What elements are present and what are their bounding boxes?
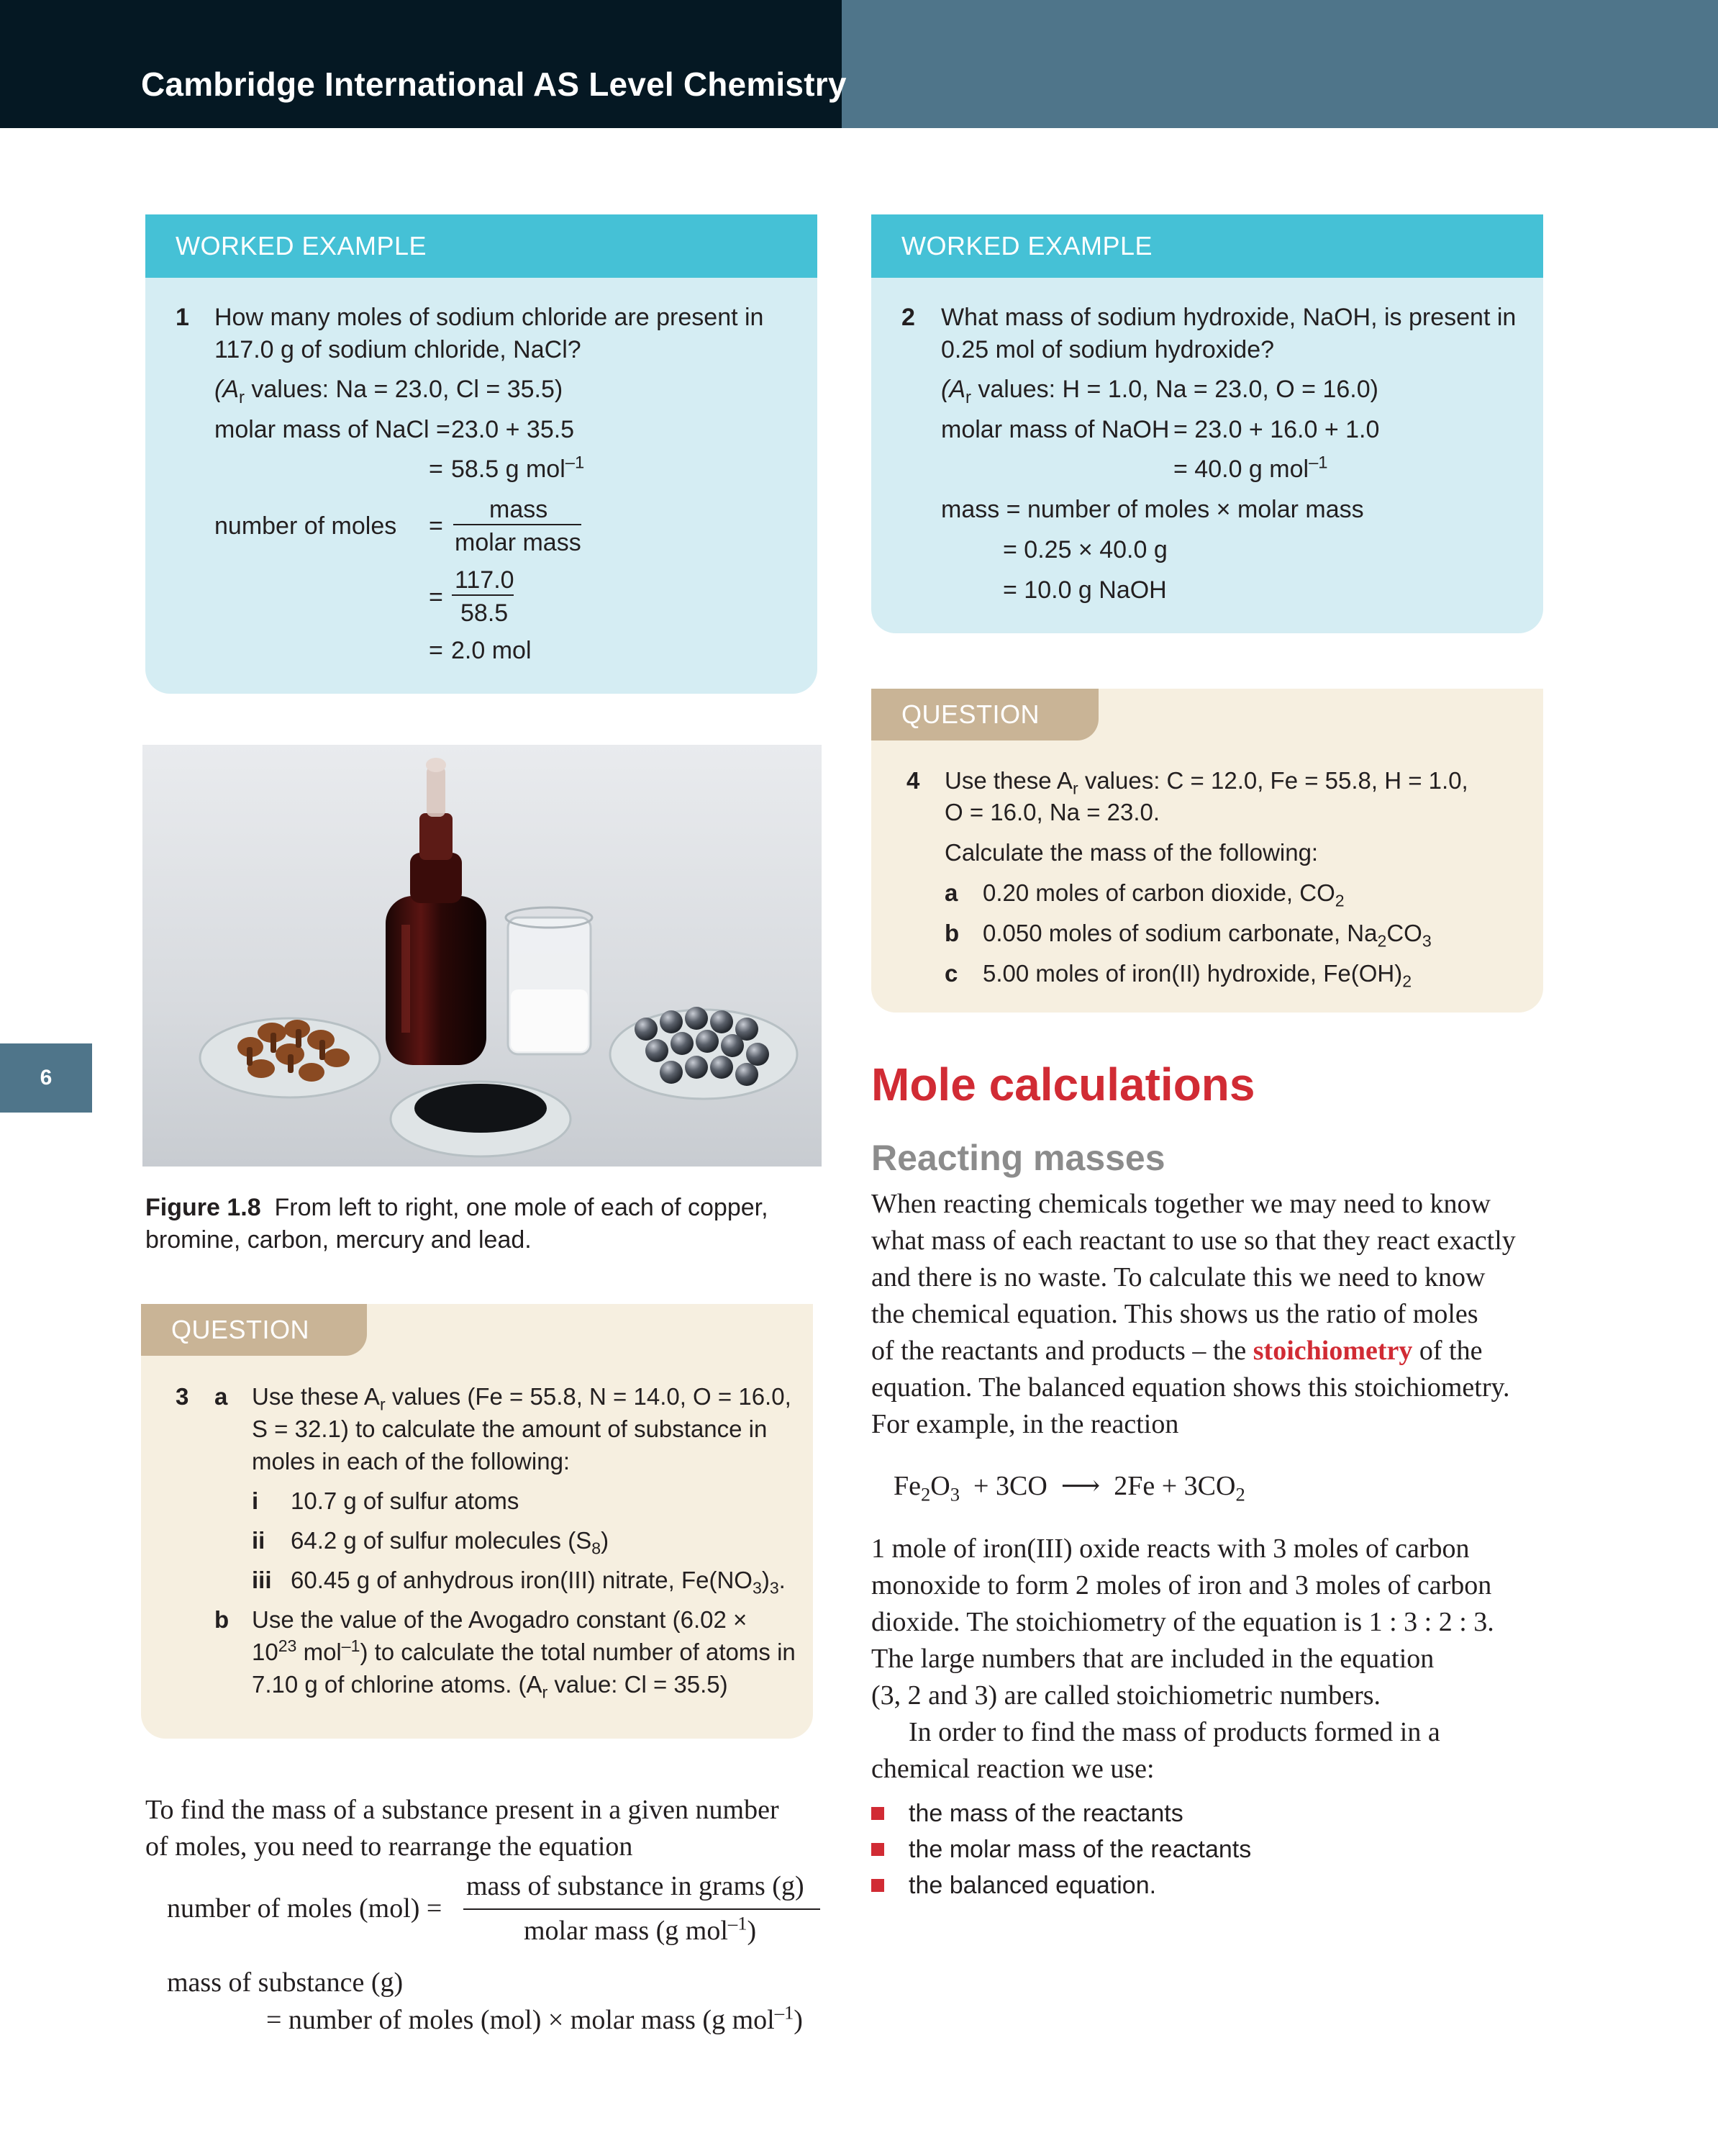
section-heading: Mole calculations — [871, 1059, 1255, 1110]
worked-example-2-heading: WORKED EXAMPLE — [871, 214, 1543, 278]
bullet-square-icon — [871, 1807, 884, 1820]
eq1-denominator: molar mass (g mol$^{-1}$) — [524, 1912, 757, 1946]
mc-p1-line2: what mass of each reactant to use so that they react exactly — [871, 1226, 1516, 1256]
question-3-heading: QUESTION — [141, 1304, 367, 1356]
mc-p2-line2: monoxide to form 2 moles of iron and 3 moles of carbon — [871, 1570, 1492, 1600]
figure-caption-line2: bromine, carbon, mercury and lead. — [145, 1226, 532, 1254]
q3-b-label: b — [214, 1606, 229, 1633]
q3-a-label: a — [214, 1383, 228, 1410]
header-blue-band — [842, 0, 1718, 128]
figure-1-8-photo — [142, 745, 822, 1167]
we2-question-line2: 0.25 mol of sodium hydroxide? — [941, 336, 1275, 363]
q4-c-text: 5.00 moles of iron(II) hydroxide, $Fe(OH)_2$ — [983, 960, 1412, 991]
eq1-lhs: number of moles (mol) = — [167, 1893, 442, 1924]
subsection-heading: Reacting masses — [871, 1138, 1165, 1178]
we1-value-denominator: 58.5 — [460, 599, 509, 627]
we1-result: 2.0 mol — [451, 637, 532, 664]
q3-number: 3 — [176, 1383, 189, 1410]
mc-p1-line5: of the reactants and products – the stoichiometry of the — [871, 1336, 1483, 1366]
q4-line1: Use these $A_r$ values: C = 12.0, Fe = 55.8, H = 1.0, — [945, 767, 1468, 798]
we1-question-line1: How many moles of sodium chloride are present in — [214, 304, 764, 331]
q3-a-line3: moles in each of the following: — [252, 1448, 571, 1475]
eq1-numerator: mass of substance in grams (g) — [466, 1871, 804, 1901]
bullet-item-3: the balanced equation. — [909, 1872, 1157, 1899]
we1-question-line2: 117.0 g of sodium chloride, NaCl? — [214, 336, 581, 363]
q4-number: 4 — [906, 767, 920, 794]
mc-p1-line1: When reacting chemicals together we may need to know — [871, 1189, 1491, 1219]
left-para-line2: of moles, you need to rearrange the equation — [145, 1831, 633, 1862]
we2-mass-formula: mass = number of moles × molar mass — [941, 496, 1364, 523]
figure-caption-line1: Figure 1.8 From left to right, one mole of each of copper, — [145, 1194, 768, 1221]
page-number-tab — [0, 1043, 92, 1113]
q3-ii-text: 64.2 g of sulfur molecules $(S_8)$ — [291, 1527, 609, 1558]
q3-b-line1: Use the value of the Avogadro constant (6.02 × — [252, 1606, 747, 1633]
mc-p3-line1: In order to find the mass of products formed in a — [909, 1717, 1440, 1747]
we1-ar-values: ($A_r$ values: Na = 23.0, Cl = 35.5) — [214, 376, 563, 407]
bullet-item-1: the mass of the reactants — [909, 1800, 1183, 1827]
mc-p2-line1: 1 mole of iron(III) oxide reacts with 3 moles of carbon — [871, 1534, 1470, 1564]
mc-p2-line3: dioxide. The stoichiometry of the equation is 1 : 3 : 2 : 3. — [871, 1607, 1494, 1637]
we2-ar-values: ($A_r$ values: H = 1.0, Na = 23.0, O = 16.0) — [941, 376, 1378, 407]
bullet-item-2: the molar mass of the reactants — [909, 1836, 1252, 1863]
q3-iii-label: iii — [252, 1567, 272, 1593]
we1-frac-numerator: mass — [489, 496, 548, 523]
reaction-equation: $Fe_2O_3 + 3CO$ ⟶ $2Fe + 3CO_2$ — [894, 1471, 1245, 1505]
header-dark-band — [0, 0, 842, 128]
mc-p1-line7: For example, in the reaction — [871, 1409, 1179, 1439]
eq2-line2: = number of moles (mol) × molar mass (g mol$^{-1}$) — [266, 2001, 803, 2035]
we1-number: 1 — [176, 304, 189, 331]
we2-calc-2: = 10.0 g NaOH — [1003, 576, 1167, 604]
we1-molar-mass-label: molar mass of NaCl = — [214, 416, 450, 443]
keyword-stoichiometry: stoichiometry — [1253, 1336, 1413, 1366]
mc-p1-line6: equation. The balanced equation shows this stoichiometry. — [871, 1372, 1510, 1403]
q3-i-label: i — [252, 1487, 259, 1514]
figure-label: Figure 1.8 — [145, 1194, 261, 1221]
we1-moles-label: number of moles — [214, 512, 397, 540]
we1-eq-sign-3: = — [429, 584, 443, 611]
we2-number: 2 — [901, 304, 915, 331]
worked-example-1-heading: WORKED EXAMPLE — [145, 214, 817, 278]
mc-p2-line5: (3, 2 and 3) are called stoichiometric numbers. — [871, 1680, 1381, 1711]
we2-question-line1: What mass of sodium hydroxide, NaOH, is present in — [941, 304, 1517, 331]
q3-a-line2: S = 32.1) to calculate the amount of substance in — [252, 1416, 768, 1442]
bullet-square-icon — [871, 1843, 884, 1856]
we1-frac-denominator: molar mass — [455, 529, 581, 556]
q3-ii-label: ii — [252, 1527, 265, 1554]
q3-b-line2: $10^{23}$ mol$^{-1}$) to calculate the total number of atoms in — [252, 1636, 796, 1665]
left-para-line1: To find the mass of a substance present in a given number — [145, 1795, 779, 1825]
q4-a-text: 0.20 moles of carbon dioxide, $CO_2$ — [983, 879, 1345, 910]
we1-eq-sign-1: = — [429, 456, 443, 483]
q3-b-line3: 7.10 g of chlorine atoms. ($A_r$ value: Cl = 35.5) — [252, 1671, 728, 1702]
eq1-fraction-bar — [463, 1908, 820, 1910]
page-number: 6 — [40, 1066, 53, 1090]
question-4-heading: QUESTION — [871, 689, 1099, 740]
mc-p1-line4: the chemical equation. This shows us the ratio of moles — [871, 1299, 1478, 1329]
q4-a-label: a — [945, 879, 958, 906]
q3-iii-text: 60.45 g of anhydrous iron(III) nitrate, $Fe(NO_3)_3$. — [291, 1567, 786, 1598]
q4-b-text: 0.050 moles of sodium carbonate, $Na_2CO_3$ — [983, 920, 1432, 951]
eq2-line1: mass of substance (g) — [167, 1967, 404, 1998]
bullet-square-icon — [871, 1879, 884, 1892]
q4-line2: O = 16.0, Na = 23.0. — [945, 799, 1160, 825]
we1-eq-sign-2: = — [429, 512, 443, 540]
mc-p3-line2: chemical reaction we use: — [871, 1754, 1155, 1784]
q3-i-text: 10.7 g of sulfur atoms — [291, 1487, 519, 1514]
reaction-arrow: ⟶ — [1060, 1471, 1101, 1501]
q4-b-label: b — [945, 920, 960, 946]
q4-line3: Calculate the mass of the following: — [945, 839, 1319, 866]
we2-calc-1: = 0.25 × 40.0 g — [1003, 536, 1168, 563]
mc-p2-line4: The large numbers that are included in the equation — [871, 1644, 1435, 1674]
we1-molar-mass-expr: 23.0 + 35.5 — [451, 416, 575, 443]
we2-molar-mass-label: molar mass of NaOH — [941, 416, 1170, 443]
we1-value-numerator: 117.0 — [455, 566, 514, 594]
we2-molar-mass-result: = 40.0 g mol$^{-1}$ — [1173, 453, 1328, 483]
we1-molar-mass-result: 58.5 g mol$^{-1}$ — [451, 453, 585, 483]
q4-c-label: c — [945, 960, 958, 987]
we2-molar-mass-expr: = 23.0 + 16.0 + 1.0 — [1173, 416, 1380, 443]
q3-a-line1: Use these $A_r$ values (Fe = 55.8, N = 14.0, O = 16.0, — [252, 1383, 791, 1414]
we1-eq-sign-4: = — [429, 637, 443, 664]
mc-p1-line3: and there is no waste. To calculate this we need to know — [871, 1262, 1486, 1292]
book-title: Cambridge International AS Level Chemistry — [141, 65, 847, 103]
